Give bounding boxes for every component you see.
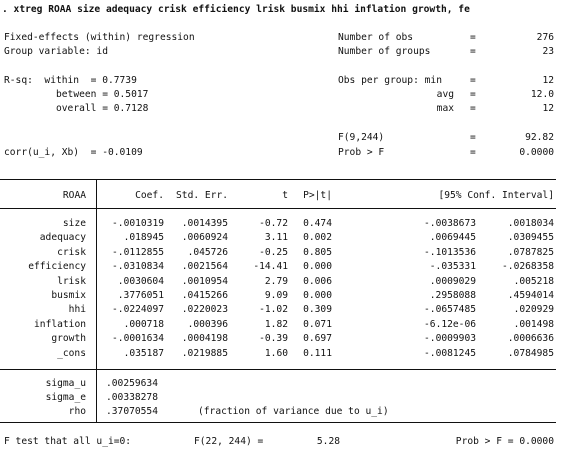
cell-hi: .0018034 (507, 218, 554, 229)
row-variable-name: growth (51, 333, 86, 345)
command-line: . xtreg ROAA size adequacy crisk efficiency lrisk busmix hhi inflation growth, fe (2, 4, 470, 15)
stat-equals: = (470, 89, 476, 100)
cell-t: 2.79 (264, 275, 288, 287)
cell-p: 0.474 (303, 218, 332, 229)
cell-p: 0.697 (303, 333, 332, 345)
cell-coef: -.0112855 (112, 246, 164, 258)
cell-se: .0219885 (181, 347, 228, 359)
cell-hi: .001498 (513, 318, 554, 330)
row-variable-name: inflation (34, 318, 86, 330)
stat-label: Prob > F (338, 147, 385, 158)
cell-hi: -.0268358 (502, 261, 554, 273)
cell-t: -14.41 (253, 261, 288, 273)
row-variable-name: hhi (68, 304, 86, 316)
cell-lo: -6.12e-06 (424, 318, 476, 330)
cell-p: 0.309 (303, 304, 332, 316)
cell-t: 1.82 (264, 318, 288, 330)
cell-se: .0021564 (181, 261, 228, 273)
cell-p: 0.805 (303, 246, 332, 258)
row-variable-name: size (62, 218, 86, 229)
stat-value: 12.0 (530, 89, 554, 100)
col-header-depvar: ROAA (62, 190, 86, 201)
stat-equals: = (470, 147, 476, 158)
rsq-between: between = 0.5017 (56, 89, 149, 100)
stat-value: 12 (542, 103, 554, 114)
cell-lo: .0009029 (429, 275, 476, 287)
sigma-note: (fraction of variance due to u_i) (198, 406, 389, 417)
rsq-overall: overall = 0.7128 (56, 103, 149, 114)
cell-se: .000396 (187, 318, 228, 330)
cell-hi: .005218 (513, 275, 554, 287)
stat-label: avg (436, 89, 454, 100)
cell-coef: .018945 (123, 232, 164, 244)
stat-value: 23 (542, 46, 554, 57)
col-header-se: Std. Err. (176, 190, 228, 201)
cell-t: -1.02 (259, 304, 288, 316)
stat-equals: = (470, 103, 476, 114)
stat-value: 92.82 (525, 132, 554, 143)
sigma-value: .00338278 (106, 392, 158, 403)
stat-label: Number of groups (338, 46, 431, 57)
cell-p: 0.111 (303, 347, 332, 359)
cell-coef: -.0001634 (112, 333, 164, 345)
cell-lo: -.1013536 (424, 246, 476, 258)
table-column-divider (96, 179, 97, 422)
group-variable: Group variable: id (4, 46, 108, 57)
stat-equals: = (470, 32, 476, 43)
ftest-value: 5.28 (316, 436, 340, 447)
row-variable-name: crisk (57, 246, 86, 258)
row-variable-name: adequacy (39, 232, 86, 244)
model-title: Fixed-effects (within) regression (4, 32, 195, 43)
stat-label: Obs per group: min (338, 75, 442, 86)
ftest-label: F test that all u_i=0: (4, 436, 132, 447)
cell-se: .0220023 (181, 304, 228, 316)
rsq-within: R-sq: within = 0.7739 (4, 75, 137, 86)
ftest-stat: F(22, 244) = (194, 436, 264, 447)
cell-coef: .000718 (123, 318, 164, 330)
ftest-prob: Prob > F = 0.0000 (455, 436, 554, 447)
cell-t: -0.39 (259, 333, 288, 345)
col-header-coef: Coef. (135, 190, 164, 201)
cell-t: 1.60 (264, 347, 288, 359)
cell-t: 9.09 (264, 290, 288, 301)
table-header-rule (0, 208, 556, 209)
cell-p: 0.000 (303, 261, 332, 273)
sigma-name: rho (68, 406, 86, 417)
cell-t: -0.72 (259, 218, 288, 229)
sigma-name: sigma_e (45, 392, 86, 403)
stat-label: Number of obs (338, 32, 414, 43)
cell-hi: .0787825 (507, 246, 554, 258)
row-variable-name: busmix (51, 290, 86, 301)
row-variable-name: lrisk (57, 275, 86, 287)
corr-ui-xb: corr(u_i, Xb) = -0.0109 (4, 147, 143, 158)
cell-hi: .020929 (513, 304, 554, 316)
table-bottom-rule (0, 422, 556, 423)
stat-equals: = (470, 132, 476, 143)
cell-se: .0010954 (181, 275, 228, 287)
cell-coef: -.0310834 (112, 261, 164, 273)
sigma-value: .00259634 (106, 378, 158, 389)
cell-t: 3.11 (264, 232, 288, 244)
cell-coef: .035187 (123, 347, 164, 359)
cell-hi: .0309455 (507, 232, 554, 244)
table-top-rule (0, 179, 556, 180)
cell-p: 0.002 (303, 232, 332, 244)
cell-p: 0.000 (303, 290, 332, 301)
cell-lo: -.0038673 (424, 218, 476, 229)
cell-hi: .0006636 (507, 333, 554, 345)
cell-hi: .4594014 (507, 290, 554, 301)
cell-se: .0415266 (181, 290, 228, 301)
stat-value: 276 (536, 32, 554, 43)
stat-value: 0.0000 (519, 147, 554, 158)
col-header-p: P>|t| (303, 190, 332, 201)
cell-p: 0.006 (303, 275, 332, 287)
stat-label: F(9,244) (338, 132, 385, 143)
cell-lo: -.035331 (429, 261, 476, 273)
cell-se: .0014395 (181, 218, 228, 229)
stat-equals: = (470, 46, 476, 57)
cell-lo: -.0009903 (424, 333, 476, 345)
cell-t: -0.25 (259, 246, 288, 258)
cell-se: .0060924 (181, 232, 228, 244)
cell-coef: -.0224097 (112, 304, 164, 316)
row-variable-name: _cons (57, 347, 86, 359)
cell-se: .045726 (187, 246, 228, 258)
sigma-value: .37070554 (106, 406, 158, 417)
cell-coef: .0030604 (117, 275, 164, 287)
col-header-t: t (282, 190, 288, 201)
cell-coef: -.0010319 (112, 218, 164, 229)
cell-lo: -.0657485 (424, 304, 476, 316)
stat-value: 12 (542, 75, 554, 86)
cell-p: 0.071 (303, 318, 332, 330)
table-mid-rule (0, 369, 556, 370)
sigma-name: sigma_u (45, 378, 86, 389)
cell-lo: -.0081245 (424, 347, 476, 359)
cell-lo: .0069445 (429, 232, 476, 244)
cell-coef: .3776051 (117, 290, 164, 301)
cell-lo: .2958088 (429, 290, 476, 301)
cell-hi: .0784985 (507, 347, 554, 359)
col-header-ci: [95% Conf. Interval] (438, 190, 554, 201)
stat-label: max (436, 103, 454, 114)
row-variable-name: efficiency (28, 261, 86, 273)
stat-equals: = (470, 75, 476, 86)
cell-se: .0004198 (181, 333, 228, 345)
